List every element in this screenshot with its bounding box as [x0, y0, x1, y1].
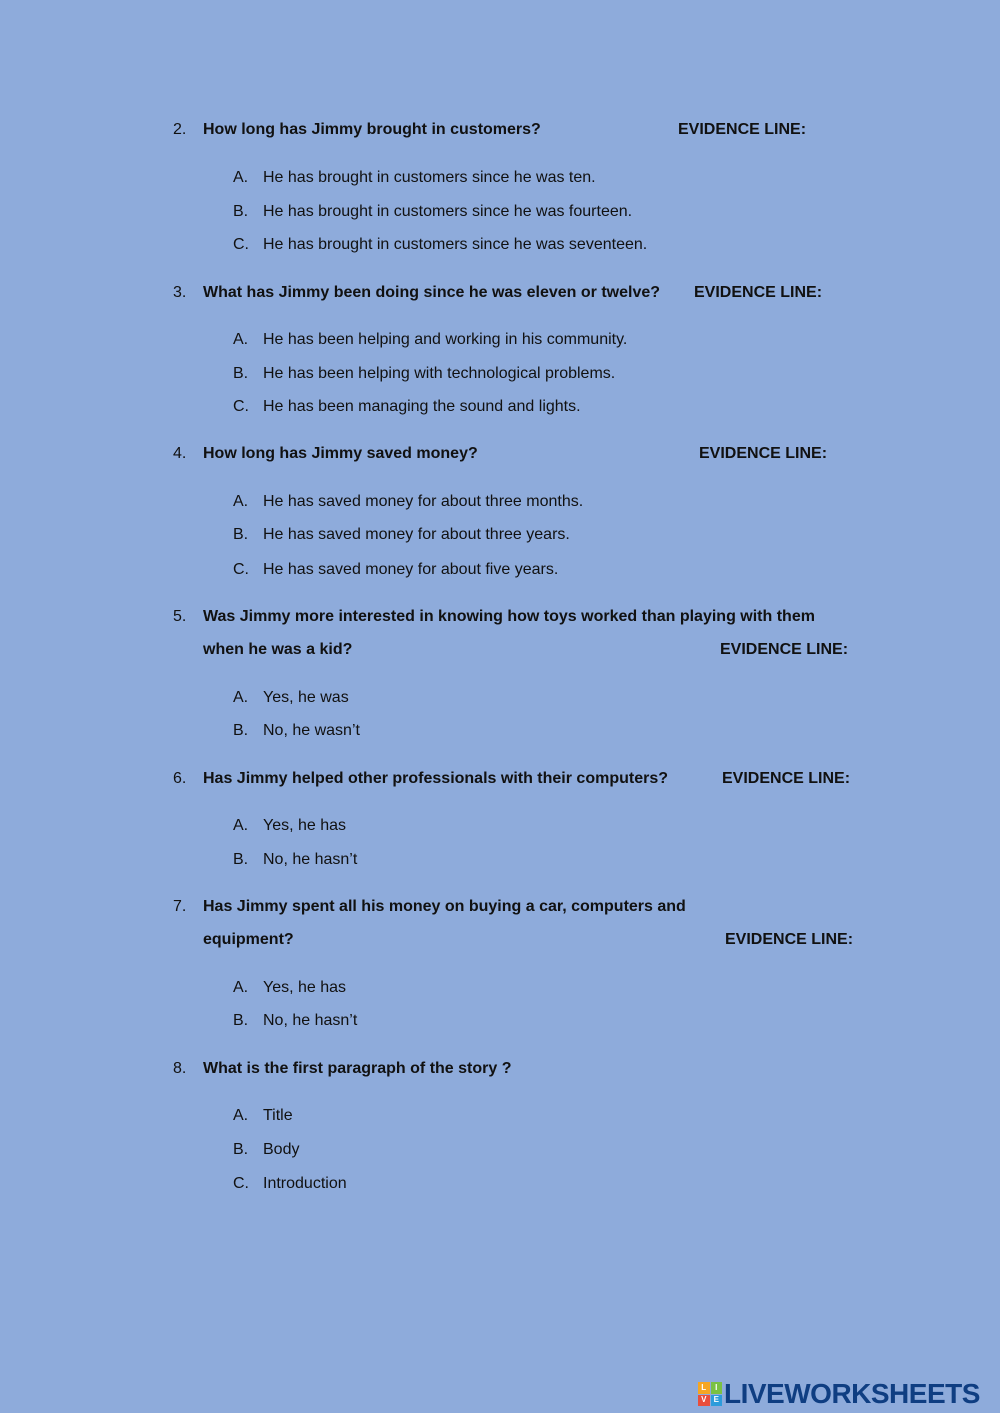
- liveworksheets-logo[interactable]: [698, 1378, 994, 1410]
- option-7b[interactable]: [233, 1011, 357, 1031]
- option-letter: A.: [233, 689, 249, 706]
- option-text: He has saved money for about three years.: [263, 526, 570, 543]
- option-5a[interactable]: [233, 688, 349, 708]
- option-letter: A.: [233, 1107, 249, 1124]
- question-7-line2: equipment?: [203, 931, 294, 948]
- question-5: [173, 607, 815, 627]
- question-2: [173, 120, 541, 140]
- option-letter: B.: [233, 1012, 249, 1029]
- question-6: [173, 769, 668, 789]
- option-letter: B.: [233, 203, 249, 220]
- option-letter: B.: [233, 722, 249, 739]
- question-number: 7.: [173, 898, 187, 915]
- option-letter: B.: [233, 1141, 249, 1158]
- option-7a[interactable]: [233, 978, 346, 998]
- evidence-line-label: EVIDENCE LINE:: [699, 445, 828, 462]
- option-text: Yes, he has: [263, 979, 347, 996]
- option-text: He has been managing the sound and lights.: [263, 398, 581, 415]
- option-text: He has saved money for about three months.: [263, 493, 584, 510]
- option-letter: A.: [233, 169, 249, 186]
- logo-mark-icon: [698, 1382, 722, 1406]
- option-letter: A.: [233, 331, 249, 348]
- option-2c[interactable]: [233, 235, 647, 255]
- question-8: [173, 1059, 511, 1079]
- question-number: 8.: [173, 1060, 187, 1077]
- option-text: He has saved money for about five years.: [263, 561, 559, 578]
- option-text: He has been helping and working in his community.: [263, 331, 628, 348]
- question-number: 6.: [173, 770, 187, 787]
- question-3: [173, 283, 660, 303]
- option-text: Introduction: [263, 1175, 347, 1192]
- logo-text: LIVEWORKSHEETS: [724, 1378, 980, 1409]
- question-7: [173, 897, 686, 917]
- option-text: Body: [263, 1141, 300, 1158]
- question-text: What is the first paragraph of the story ?: [203, 1060, 512, 1077]
- option-6a[interactable]: [233, 816, 346, 836]
- question-number: 2.: [173, 121, 187, 138]
- evidence-line-label: EVIDENCE LINE:: [722, 770, 851, 787]
- option-text: He has brought in customers since he was fourteen.: [263, 203, 633, 220]
- option-text: He has brought in customers since he was seventeen.: [263, 236, 648, 253]
- option-4b[interactable]: [233, 525, 570, 545]
- question-text: Has Jimmy spent all his money on buying a car, computers and: [203, 898, 686, 915]
- option-8c[interactable]: [233, 1174, 347, 1194]
- option-5b[interactable]: [233, 721, 360, 741]
- option-text: He has brought in customers since he was ten.: [263, 169, 596, 186]
- option-letter: C.: [233, 236, 249, 253]
- option-text: Yes, he was: [263, 689, 349, 706]
- option-8a[interactable]: [233, 1106, 293, 1126]
- question-text: Was Jimmy more interested in knowing how toys worked than playing with them: [203, 608, 815, 625]
- question-text: How long has Jimmy brought in customers?: [203, 121, 541, 138]
- option-text: He has been helping with technological problems.: [263, 365, 616, 382]
- option-6b[interactable]: [233, 850, 357, 870]
- option-3a[interactable]: [233, 330, 627, 350]
- question-5-line2: when he was a kid?: [203, 641, 353, 658]
- logo-mark-letter: V: [698, 1395, 710, 1407]
- option-letter: C.: [233, 1175, 249, 1192]
- option-letter: B.: [233, 526, 249, 543]
- option-letter: C.: [233, 561, 249, 578]
- option-letter: A.: [233, 979, 249, 996]
- option-text: No, he wasn’t: [263, 722, 360, 739]
- question-text: What has Jimmy been doing since he was eleven or twelve?: [203, 284, 661, 301]
- option-text: Title: [263, 1107, 293, 1124]
- logo-mark-letter: I: [711, 1382, 723, 1394]
- option-letter: A.: [233, 493, 249, 510]
- question-number: 5.: [173, 608, 187, 625]
- evidence-line-label: EVIDENCE LINE:: [678, 121, 807, 138]
- option-letter: B.: [233, 851, 249, 868]
- logo-mark-letter: E: [711, 1395, 723, 1407]
- option-text: No, he hasn’t: [263, 851, 358, 868]
- option-text: No, he hasn’t: [263, 1012, 358, 1029]
- option-letter: A.: [233, 817, 249, 834]
- option-4c[interactable]: [233, 560, 558, 580]
- question-4: [173, 444, 478, 464]
- option-text: Yes, he has: [263, 817, 347, 834]
- option-2b[interactable]: [233, 202, 632, 222]
- question-number: 4.: [173, 445, 187, 462]
- option-2a[interactable]: [233, 168, 596, 188]
- option-8b[interactable]: [233, 1140, 299, 1160]
- evidence-line-label: EVIDENCE LINE:: [725, 931, 854, 948]
- question-text: How long has Jimmy saved money?: [203, 445, 478, 462]
- logo-mark-letter: L: [698, 1382, 710, 1394]
- question-number: 3.: [173, 284, 187, 301]
- option-letter: C.: [233, 398, 249, 415]
- option-3c[interactable]: [233, 397, 581, 417]
- evidence-line-label: EVIDENCE LINE:: [694, 284, 823, 301]
- question-text: Has Jimmy helped other professionals with their computers?: [203, 770, 668, 787]
- evidence-line-label: EVIDENCE LINE:: [720, 641, 849, 658]
- option-letter: B.: [233, 365, 249, 382]
- option-4a[interactable]: [233, 492, 583, 512]
- option-3b[interactable]: [233, 364, 615, 384]
